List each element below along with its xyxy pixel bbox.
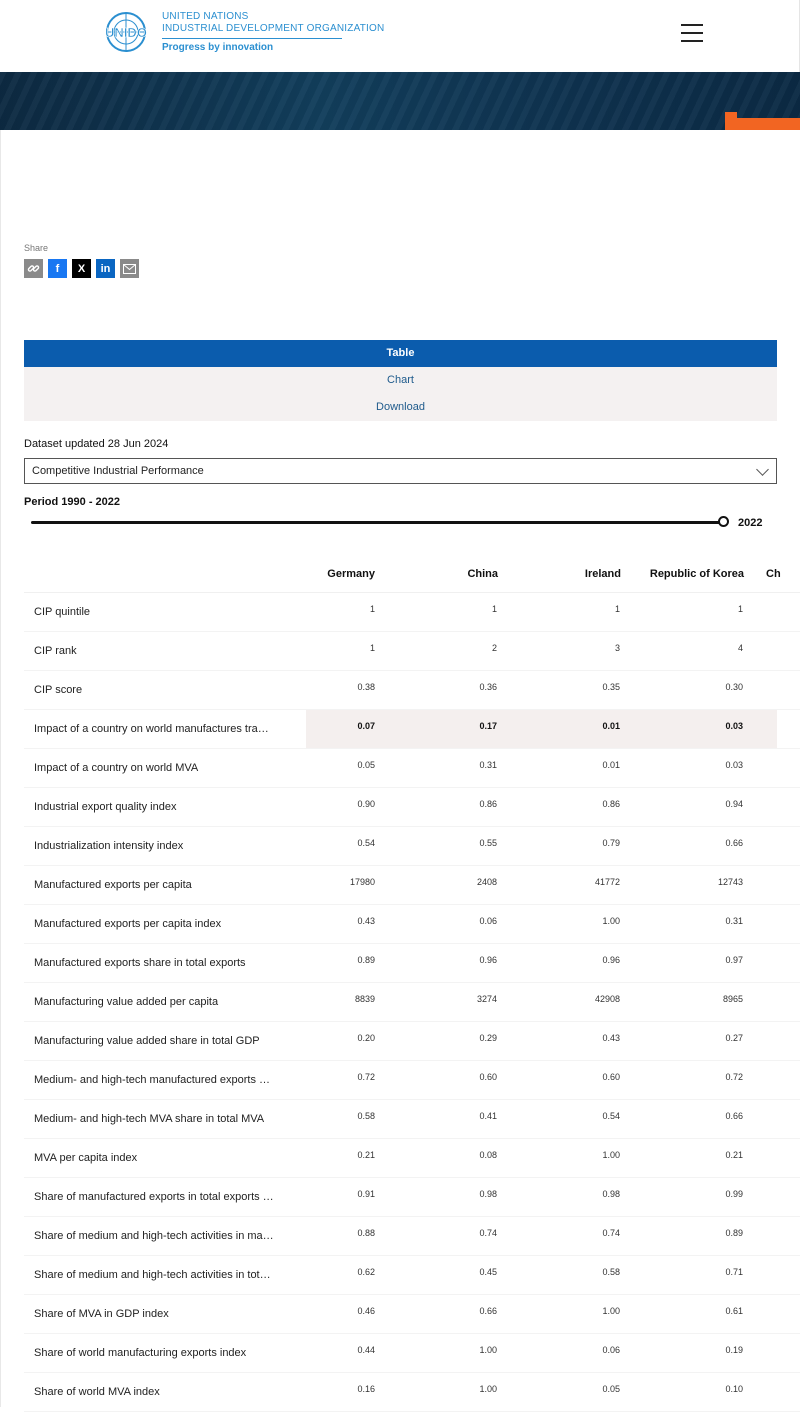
column-header[interactable]: Germany bbox=[327, 568, 375, 580]
column-header[interactable]: Republic of Korea bbox=[649, 568, 744, 580]
table-cell: 42908 bbox=[594, 994, 620, 1004]
table-row[interactable] bbox=[24, 983, 800, 1022]
table-cell: 0.96 bbox=[602, 955, 620, 965]
table-cell: 0.86 bbox=[479, 799, 497, 809]
facebook-icon[interactable]: f bbox=[48, 259, 67, 278]
table-cell: 0.55 bbox=[479, 838, 497, 848]
share-buttons bbox=[24, 259, 139, 278]
table-cell: 0.19 bbox=[725, 1345, 743, 1355]
unido-logo[interactable] bbox=[100, 9, 384, 55]
chevron-down-icon bbox=[756, 463, 769, 476]
table-cell: 0.36 bbox=[479, 682, 497, 692]
table-row[interactable] bbox=[24, 1061, 800, 1100]
table-cell: 0.43 bbox=[602, 1033, 620, 1043]
table-cell: 0.06 bbox=[602, 1345, 620, 1355]
table-row[interactable] bbox=[24, 1022, 800, 1061]
row-label: Share of manufactured exports in total exports … bbox=[34, 1191, 274, 1203]
table-row[interactable] bbox=[24, 1178, 800, 1217]
table-cell: 1 bbox=[369, 604, 375, 614]
table-cell: 12743 bbox=[717, 877, 743, 887]
table-cell: 1 bbox=[369, 643, 375, 653]
table-cell: 3274 bbox=[476, 994, 497, 1004]
table-cell: 1.00 bbox=[479, 1345, 497, 1355]
table-cell: 1 bbox=[737, 604, 743, 614]
table-cell: 0.72 bbox=[357, 1072, 375, 1082]
table-cell: 0.30 bbox=[725, 682, 743, 692]
row-label: Share of MVA in GDP index bbox=[34, 1308, 169, 1320]
table-cell: 0.98 bbox=[602, 1189, 620, 1199]
table-row[interactable] bbox=[24, 1295, 800, 1334]
table-cell: 0.06 bbox=[479, 916, 497, 926]
tab-table[interactable]: Table bbox=[24, 340, 777, 367]
table-row[interactable] bbox=[24, 1256, 800, 1295]
table-cell: 1.00 bbox=[479, 1384, 497, 1394]
table-header bbox=[24, 555, 800, 593]
indicator-select[interactable] bbox=[24, 458, 777, 484]
table-row[interactable] bbox=[24, 1373, 800, 1412]
period-label: Period 1990 - 2022 bbox=[24, 496, 121, 508]
linkedin-icon[interactable]: in bbox=[96, 259, 115, 278]
table-row[interactable] bbox=[24, 632, 800, 671]
table-cell: 0.31 bbox=[725, 916, 743, 926]
period-slider-track[interactable] bbox=[31, 521, 725, 524]
logo-divider bbox=[162, 38, 342, 39]
row-label: Impact of a country on world MVA bbox=[34, 762, 199, 774]
table-row[interactable] bbox=[24, 710, 800, 749]
row-label: Share of medium and high-tech activities in tot… bbox=[34, 1269, 271, 1281]
view-tabs bbox=[24, 340, 777, 421]
row-label: Impact of a country on world manufactures tra… bbox=[34, 723, 269, 735]
row-label: Share of medium and high-tech activities in ma… bbox=[34, 1230, 274, 1242]
row-label: CIP score bbox=[34, 684, 83, 696]
table-cell: 0.88 bbox=[357, 1228, 375, 1238]
indicator-select-value: Competitive Industrial Performance bbox=[32, 465, 204, 477]
hamburger-menu-icon[interactable] bbox=[681, 24, 703, 44]
row-label: CIP quintile bbox=[34, 606, 91, 618]
row-label: Manufactured exports per capita index bbox=[34, 918, 222, 930]
table-cell: 0.86 bbox=[602, 799, 620, 809]
table-cell: 0.91 bbox=[357, 1189, 375, 1199]
row-label: Medium- and high-tech MVA share in total MVA bbox=[34, 1113, 265, 1125]
site-header bbox=[0, 0, 800, 72]
table-cell: 0.58 bbox=[602, 1267, 620, 1277]
row-label: Medium- and high-tech manufactured exports … bbox=[34, 1074, 271, 1086]
table-cell: 2 bbox=[491, 643, 497, 653]
table-cell: 0.66 bbox=[725, 838, 743, 848]
table-cell: 0.16 bbox=[357, 1384, 375, 1394]
table-cell: 0.07 bbox=[357, 721, 375, 731]
table-cell: 0.89 bbox=[725, 1228, 743, 1238]
table-cell: 0.89 bbox=[357, 955, 375, 965]
table-cell: 0.62 bbox=[357, 1267, 375, 1277]
tab-download[interactable]: Download bbox=[24, 394, 777, 421]
table-cell: 0.41 bbox=[479, 1111, 497, 1121]
table-cell: 0.61 bbox=[725, 1306, 743, 1316]
table-cell: 0.03 bbox=[725, 760, 743, 770]
table-cell: 0.31 bbox=[479, 760, 497, 770]
table-cell: 0.74 bbox=[602, 1228, 620, 1238]
x-icon[interactable]: X bbox=[72, 259, 91, 278]
table-cell: 1 bbox=[491, 604, 497, 614]
row-label: CIP rank bbox=[34, 645, 77, 657]
table-row[interactable] bbox=[24, 1217, 800, 1256]
table-row[interactable] bbox=[24, 788, 800, 827]
table-cell: 1.00 bbox=[602, 1150, 620, 1160]
table-cell: 0.71 bbox=[725, 1267, 743, 1277]
email-icon[interactable] bbox=[120, 259, 139, 278]
table-cell: 0.17 bbox=[479, 721, 497, 731]
table-cell: 0.08 bbox=[479, 1150, 497, 1160]
column-header[interactable]: China bbox=[467, 568, 498, 580]
table-cell: 1.00 bbox=[602, 916, 620, 926]
row-label: Share of world MVA index bbox=[34, 1386, 160, 1398]
table-row[interactable] bbox=[24, 866, 800, 905]
table-cell: 0.20 bbox=[357, 1033, 375, 1043]
table-cell: 0.96 bbox=[479, 955, 497, 965]
table-cell: 0.43 bbox=[357, 916, 375, 926]
table-cell: 0.38 bbox=[357, 682, 375, 692]
row-label: Industrial export quality index bbox=[34, 801, 177, 813]
table-cell: 0.10 bbox=[725, 1384, 743, 1394]
copy-link-icon[interactable] bbox=[24, 259, 43, 278]
row-label: Industrialization intensity index bbox=[34, 840, 184, 852]
table-row[interactable] bbox=[24, 1139, 800, 1178]
table-cell: 0.05 bbox=[357, 760, 375, 770]
table-cell: 0.54 bbox=[357, 838, 375, 848]
table-cell: 0.44 bbox=[357, 1345, 375, 1355]
svg-text:UNIDO: UNIDO bbox=[105, 25, 147, 40]
table-row[interactable] bbox=[24, 593, 800, 632]
table-cell: 0.74 bbox=[479, 1228, 497, 1238]
period-slider-handle[interactable] bbox=[718, 516, 729, 527]
table-cell: 0.94 bbox=[725, 799, 743, 809]
logo-line-2: INDUSTRIAL DEVELOPMENT ORGANIZATION bbox=[162, 22, 385, 34]
content-left-border bbox=[0, 130, 1, 1407]
table-cell: 0.45 bbox=[479, 1267, 497, 1277]
table-row[interactable] bbox=[24, 1334, 800, 1373]
table-row[interactable] bbox=[24, 749, 800, 788]
table-cell: 2408 bbox=[476, 877, 497, 887]
table-cell: 0.90 bbox=[357, 799, 375, 809]
table-cell: 0.03 bbox=[725, 721, 743, 731]
dataset-updated-text: Dataset updated 28 Jun 2024 bbox=[24, 438, 169, 450]
table-cell: 8839 bbox=[354, 994, 375, 1004]
share-label: Share bbox=[24, 243, 49, 253]
row-label: Manufactured exports per capita bbox=[34, 879, 192, 891]
table-row[interactable] bbox=[24, 827, 800, 866]
table-cell: 0.46 bbox=[357, 1306, 375, 1316]
table-row[interactable] bbox=[24, 671, 800, 710]
table-cell: 0.58 bbox=[357, 1111, 375, 1121]
data-table bbox=[24, 555, 800, 1412]
table-cell: 1.00 bbox=[602, 1306, 620, 1316]
table-cell: 0.35 bbox=[602, 682, 620, 692]
table-cell: 17980 bbox=[349, 877, 375, 887]
table-cell: 41772 bbox=[594, 877, 620, 887]
tab-chart[interactable]: Chart bbox=[24, 367, 777, 394]
logo-tagline: Progress by innovation bbox=[162, 41, 274, 53]
row-label: Manufacturing value added per capita bbox=[34, 996, 219, 1008]
table-cell: 0.60 bbox=[479, 1072, 497, 1082]
table-cell: 0.60 bbox=[602, 1072, 620, 1082]
logo-line-1: UNITED NATIONS bbox=[162, 10, 249, 22]
table-cell: 0.21 bbox=[357, 1150, 375, 1160]
table-cell: 0.66 bbox=[725, 1111, 743, 1121]
table-cell: 0.99 bbox=[725, 1189, 743, 1199]
banner-orange-accent bbox=[725, 112, 800, 130]
column-header[interactable]: Ireland bbox=[584, 568, 621, 580]
table-cell: 0.29 bbox=[479, 1033, 497, 1043]
table-cell: 4 bbox=[737, 643, 743, 653]
table-cell: 8965 bbox=[722, 994, 743, 1004]
table-cell: 1 bbox=[614, 604, 620, 614]
table-cell: 0.98 bbox=[479, 1189, 497, 1199]
table-cell: 0.97 bbox=[725, 955, 743, 965]
table-cell: 0.01 bbox=[602, 760, 620, 770]
table-cell: 0.79 bbox=[602, 838, 620, 848]
table-cell: 0.05 bbox=[602, 1384, 620, 1394]
table-row[interactable] bbox=[24, 905, 800, 944]
column-header[interactable]: Ch bbox=[766, 568, 781, 580]
table-cell: 0.27 bbox=[725, 1033, 743, 1043]
table-row[interactable] bbox=[24, 1100, 800, 1139]
table-row[interactable] bbox=[24, 944, 800, 983]
table-cell: 0.54 bbox=[602, 1111, 620, 1121]
un-emblem-icon bbox=[100, 10, 152, 54]
period-selected-year: 2022 bbox=[738, 517, 763, 529]
row-label: Manufactured exports share in total exports bbox=[34, 957, 246, 969]
hero-banner bbox=[0, 72, 800, 130]
row-label: Share of world manufacturing exports index bbox=[34, 1347, 247, 1359]
table-cell: 0.01 bbox=[602, 721, 620, 731]
table-cell: 0.66 bbox=[479, 1306, 497, 1316]
table-cell: 0.72 bbox=[725, 1072, 743, 1082]
row-label: MVA per capita index bbox=[34, 1152, 138, 1164]
table-cell: 0.21 bbox=[725, 1150, 743, 1160]
table-cell: 3 bbox=[614, 643, 620, 653]
row-label: Manufacturing value added share in total GDP bbox=[34, 1035, 260, 1047]
